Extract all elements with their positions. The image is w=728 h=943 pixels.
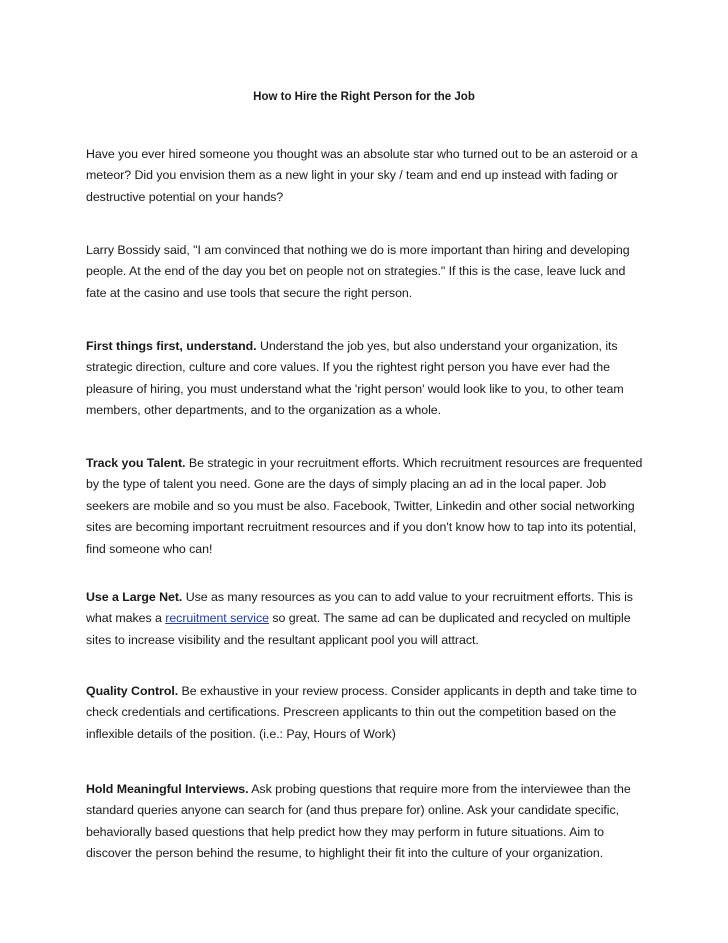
paragraph-track-talent [86,453,646,560]
paragraph-quality-control [86,681,646,745]
paragraph-intro [86,144,646,208]
paragraph-text: so great. The same ad can be duplicated and recycled on multiple sites to increase visibility and the resultant applicant pool you will attract. [86,611,631,647]
paragraph-understand [86,336,646,422]
paragraph-interviews [86,779,646,865]
paragraph-text: Understand the job yes, but also understand your organization, its strategic direction, culture and core values. If you the rightest right person you have ever had the pleasure of hiring, you must understand what the 'right person' would look like to you, to other team members, other departments, and to the organization as a whole. [86,339,624,418]
recruitment-service-link[interactable]: recruitment service [165,611,269,626]
paragraph-heading: First things first, understand. [86,339,257,353]
paragraph-text: Have you ever hired someone you thought was an absolute star who turned out to be an asteroid or a meteor? Did you envision them as a new light in your sky / team and end up instead with fading or destructive potential on your hands? [86,147,638,204]
document-title: How to Hire the Right Person for the Job [253,91,475,103]
paragraph-text: Be exhaustive in your review process. Consider applicants in depth and take time to check credentials and certifications. Prescreen applicants to thin out the competition based on the inflexible details of the position. (i.e.: Pay, Hours of Work) [86,684,637,741]
paragraph-text: Be strategic in your recruitment efforts. Which recruitment resources are frequented by the type of talent you need. Gone are the days of simply placing an ad in the local paper. Job seekers are mobile and so you must be also. Facebook, Twitter, Linkedin and other social networking sites are becoming important recruitment resources and if you don't know how to tap into its potential, find someone who can! [86,456,643,556]
paragraph-heading: Use a Large Net. [86,590,183,604]
paragraph-text: Larry Bossidy said, "I am convinced that nothing we do is more important than hiring and developing people. At the end of the day you bet on people not on strategies." If this is the case, leave luck and fate at the casino and use tools that secure the right person. [86,243,630,300]
paragraph-heading: Quality Control. [86,684,179,698]
paragraph-large-net [86,587,646,651]
paragraph-heading: Track you Talent. [86,456,186,470]
paragraph-quote [86,240,646,304]
paragraph-text: Use as many resources as you can to add value to your recruitment efforts. This is what makes a [86,590,633,626]
paragraph-heading: Hold Meaningful Interviews. [86,782,249,796]
paragraph-text: Ask probing questions that require more from the interviewee than the standard queries anyone can search for (and thus prepare for) online. Ask your candidate specific, behaviorally based questions that help predict how they may perform in future situations. Aim to discover the person behind the resume, to highlight their fit into the culture of your organization. [86,782,631,861]
